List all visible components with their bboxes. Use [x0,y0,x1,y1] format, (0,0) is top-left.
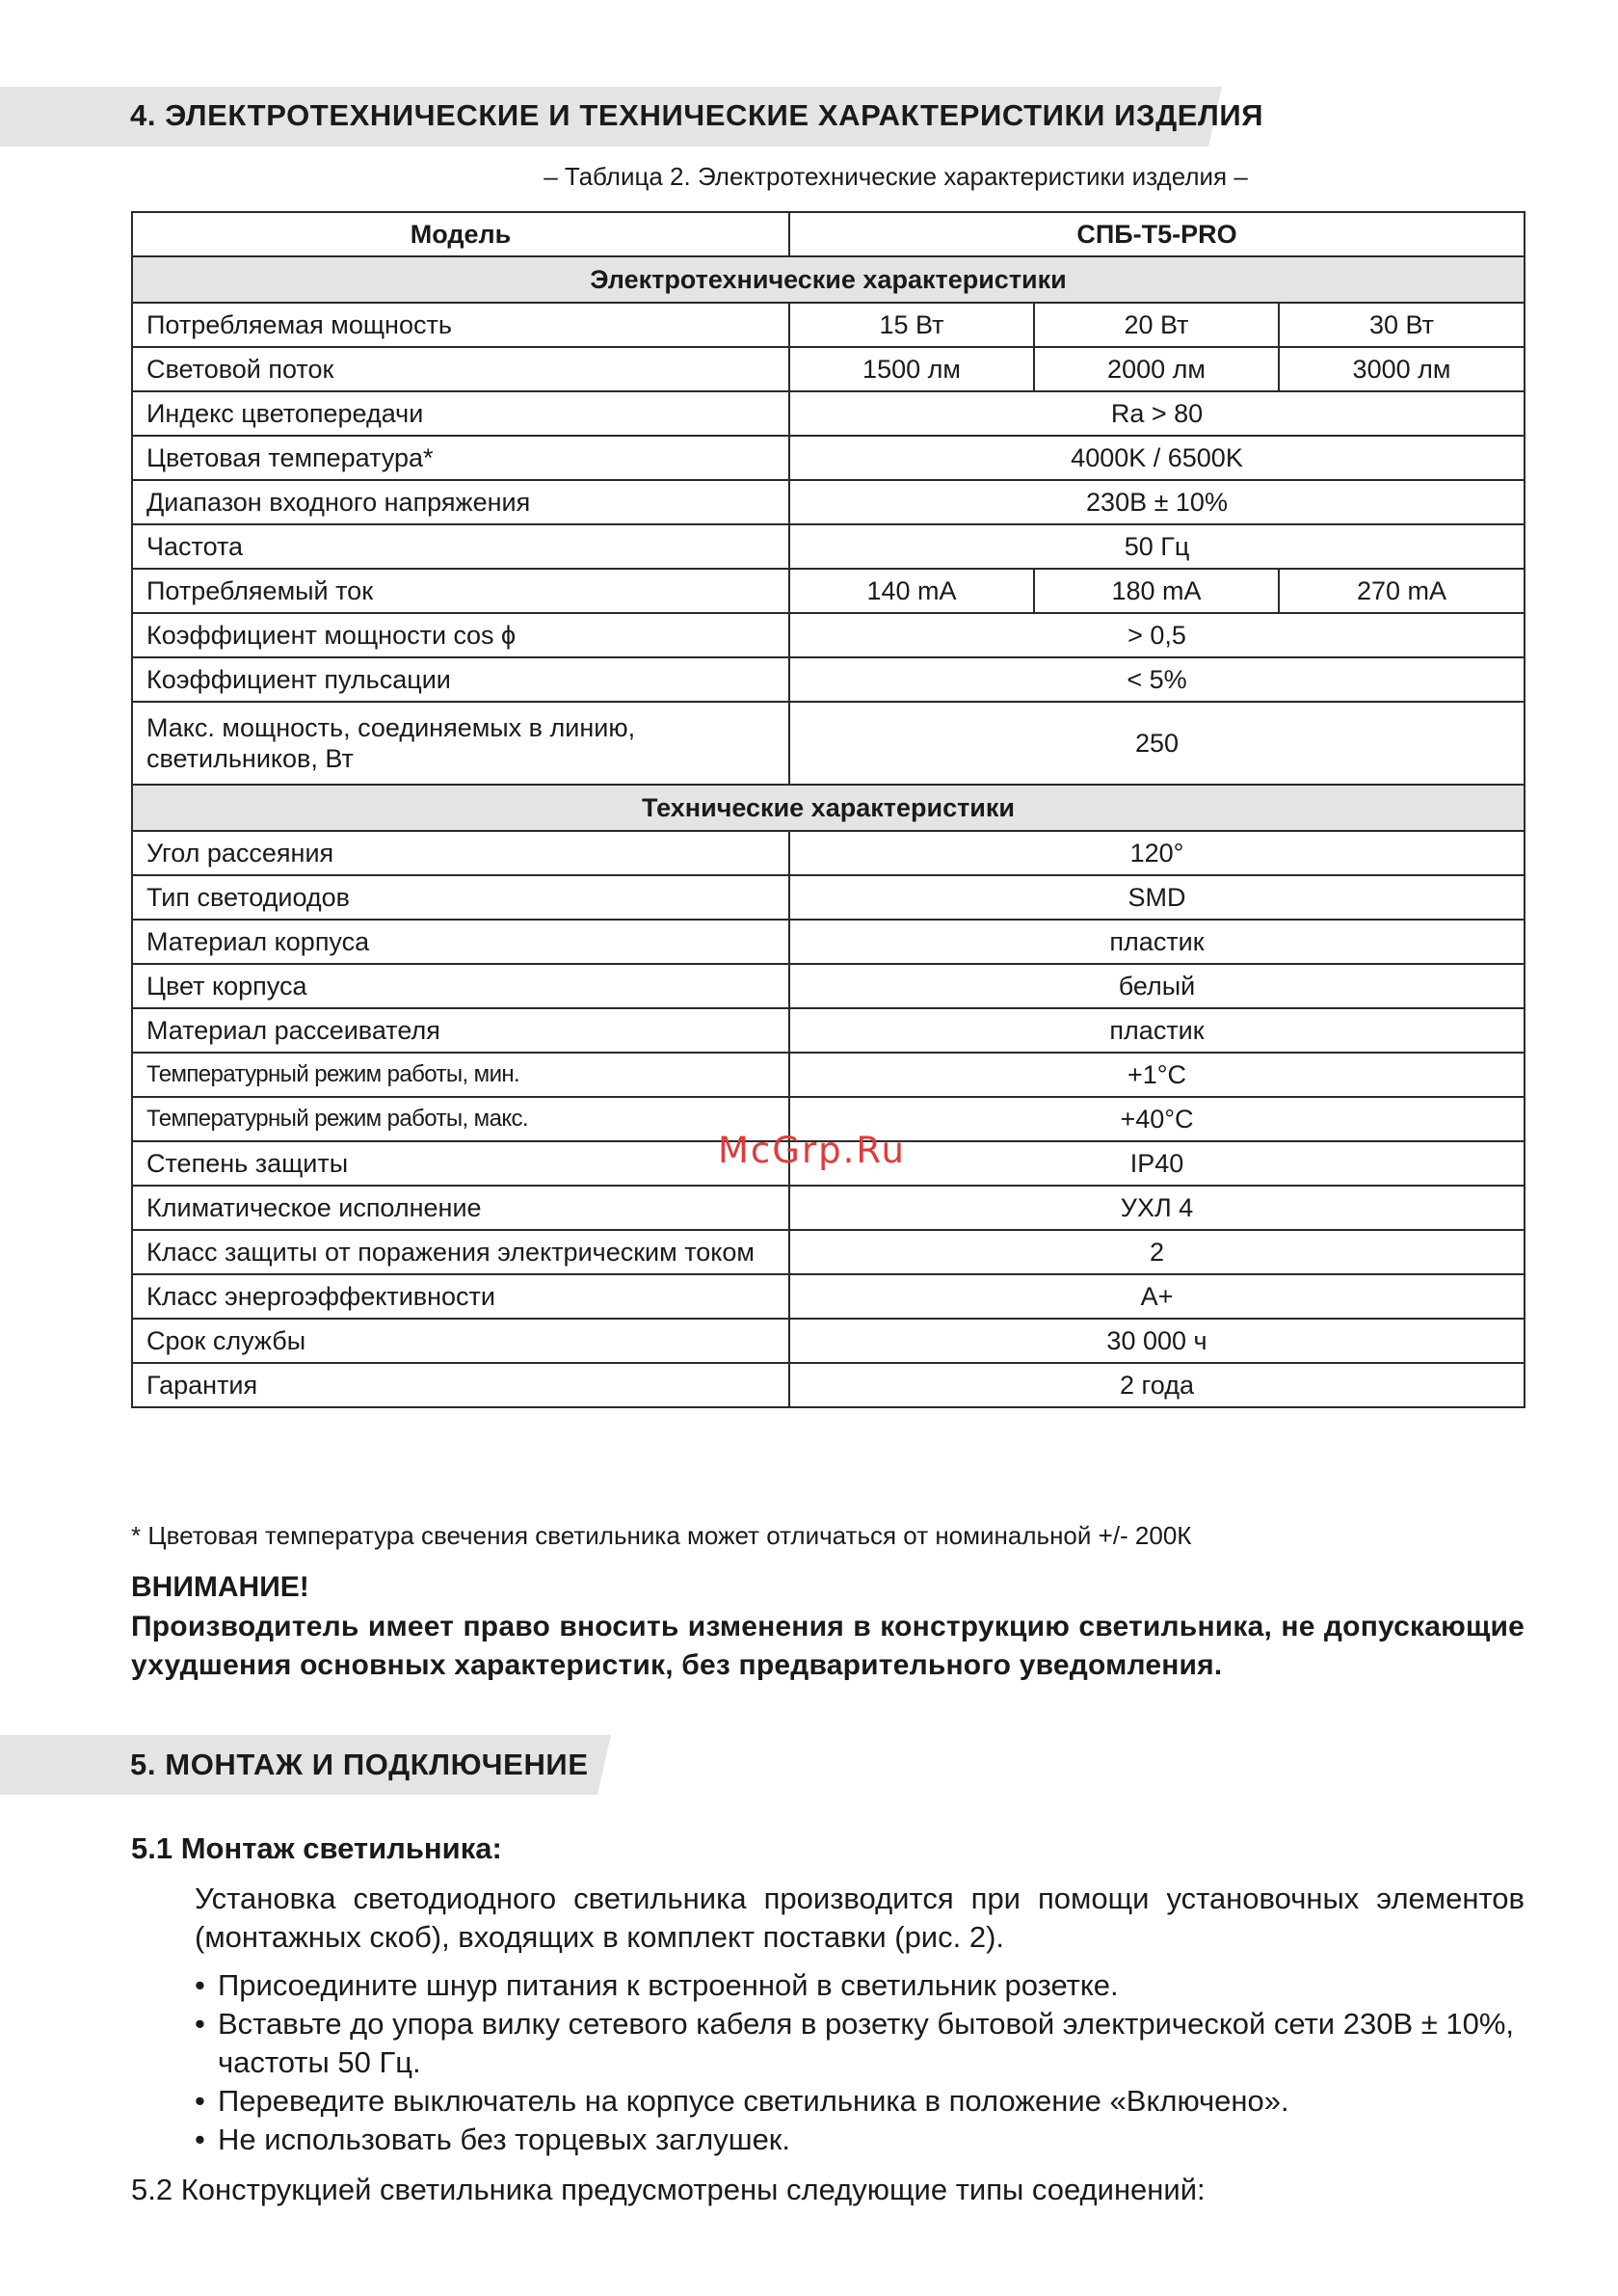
row-label: Макс. мощность, соединяемых в линию, светильников, Вт [132,702,789,785]
row-value: 250 [789,702,1525,785]
row-label: Тип светодиодов [132,875,789,920]
table-row [132,875,1525,920]
group-electrical-header-row [132,256,1525,303]
model-label: Модель [132,212,789,256]
row-value: +40°C [789,1097,1525,1141]
group-technical-header: Технические характеристики [132,785,1525,831]
row-value: 30 000 ч [789,1319,1525,1363]
list-item [195,2005,1525,2082]
row-value: 50 Гц [789,524,1525,569]
row-value: 140 mA [789,569,1034,613]
row-label: Температурный режим работы, мин. [132,1053,789,1097]
row-label: Цвет корпуса [132,964,789,1008]
row-label: Класс энергоэффективности [132,1274,789,1319]
row-label: Коэффициент пульсации [132,657,789,702]
row-label: Диапазон входного напряжения [132,480,789,524]
row-label: Материал корпуса [132,920,789,964]
list-item [195,2121,1525,2159]
row-label: Степень защиты [132,1141,789,1186]
row-value: 1500 лм [789,347,1034,391]
table-row [132,347,1525,391]
mounting-steps-list [195,1966,1525,2159]
mounting-intro-paragraph: Установка светодиодного светильника производится при помощи установочных элементов (монтажных скоб), входящих в комплект поставки (рис. 2). [195,1882,1525,1954]
table-row [132,1319,1525,1363]
row-value: 2 года [789,1363,1525,1407]
bullet-icon: • [195,2122,205,2156]
row-value: 30 Вт [1279,303,1525,347]
table-row [132,1186,1525,1230]
table-row [132,391,1525,436]
group-technical-header-row [132,785,1525,831]
row-value: < 5% [789,657,1525,702]
attention-text: Производитель имеет право вносить изменения в конструкцию светильника, не допускающие ухудшения основных характеристик, без предварительного уведомления. [131,1611,1525,1681]
row-value: A+ [789,1274,1525,1319]
paragraph-5-2: 5.2 Конструкцией светильника предусмотрены следующие типы соединений: [131,2173,1206,2206]
table-caption: – Таблица 2. Электротехнические характеристики изделия – [544,162,1248,191]
list-item-text: Переведите выключатель на корпусе светильника в положение «Включено». [218,2084,1289,2118]
table-row [132,613,1525,657]
table-header-row [132,212,1525,256]
group-electrical-header: Электротехнические характеристики [132,256,1525,303]
row-label: Угол рассеяния [132,831,789,875]
bullet-icon: • [195,2007,205,2041]
row-value: пластик [789,920,1525,964]
row-label: Потребляемая мощность [132,303,789,347]
row-label: Световой поток [132,347,789,391]
subsection-5-1-title: 5.1 Монтаж светильника: [131,1831,502,1865]
row-value: 2 [789,1230,1525,1274]
row-value: белый [789,964,1525,1008]
table-row [132,831,1525,875]
row-label: Частота [132,524,789,569]
section-4-title: 4. ЭЛЕКТРОТЕХНИЧЕСКИЕ И ТЕХНИЧЕСКИЕ ХАРАКТЕРИСТИКИ ИЗДЕЛИЯ [130,98,1264,132]
row-value: 270 mA [1279,569,1525,613]
row-value: 2000 лм [1034,347,1279,391]
specifications-table [131,211,1525,1408]
row-value: пластик [789,1008,1525,1053]
row-label: Материал рассеивателя [132,1008,789,1053]
list-item-text: Вставьте до упора вилку сетевого кабеля в розетку бытовой электрической сети 230В ± 10%, частоты 50 Гц. [218,2007,1515,2079]
row-value: 15 Вт [789,303,1034,347]
row-label: Коэффициент мощности cos ϕ [132,613,789,657]
section-5-title: 5. МОНТАЖ И ПОДКЛЮЧЕНИЕ [130,1748,589,1781]
table-row [132,964,1525,1008]
row-label: Гарантия [132,1363,789,1407]
table-row [132,480,1525,524]
table-row [132,702,1525,785]
row-label: Потребляемый ток [132,569,789,613]
row-value: Ra > 80 [789,391,1525,436]
list-item [195,2082,1525,2121]
list-item [195,1966,1525,2005]
list-item-text: Присоедините шнур питания к встроенной в светильник розетке. [218,1968,1119,2002]
row-value: IP40 [789,1141,1525,1186]
row-value: SMD [789,875,1525,920]
row-label: Климатическое исполнение [132,1186,789,1230]
table-row [132,303,1525,347]
table-row [132,657,1525,702]
row-value: 4000K / 6500K [789,436,1525,480]
row-label: Индекс цветопередачи [132,391,789,436]
row-value: 180 mA [1034,569,1279,613]
list-item-text: Не использовать без торцевых заглушек. [218,2122,790,2156]
specifications-table-body [132,212,1525,1407]
row-value: 3000 лм [1279,347,1525,391]
bullet-icon: • [195,1968,205,2002]
row-value: 20 Вт [1034,303,1279,347]
table-row [132,1230,1525,1274]
row-label: Срок службы [132,1319,789,1363]
row-value: > 0,5 [789,613,1525,657]
row-label: Класс защиты от поражения электрическим током [132,1230,789,1274]
table-row [132,436,1525,480]
table-row [132,1053,1525,1097]
footnote: * Цветовая температура свечения светильника может отличаться от номинальной +/- 200К [131,1521,1192,1550]
table-row [132,569,1525,613]
row-label: Цветовая температура* [132,436,789,480]
row-value: УХЛ 4 [789,1186,1525,1230]
model-value: СПБ-Т5-PRO [789,212,1525,256]
attention-title: ВНИМАНИЕ! [131,1571,309,1603]
table-row [132,920,1525,964]
table-row [132,1008,1525,1053]
row-value: 230В ± 10% [789,480,1525,524]
watermark: McGrp.Ru [718,1130,906,1171]
row-value: 120° [789,831,1525,875]
row-label: Температурный режим работы, макс. [132,1097,789,1141]
table-row [132,1363,1525,1407]
row-value: +1°C [789,1053,1525,1097]
bullet-icon: • [195,2084,205,2118]
table-row [132,1274,1525,1319]
table-row [132,524,1525,569]
